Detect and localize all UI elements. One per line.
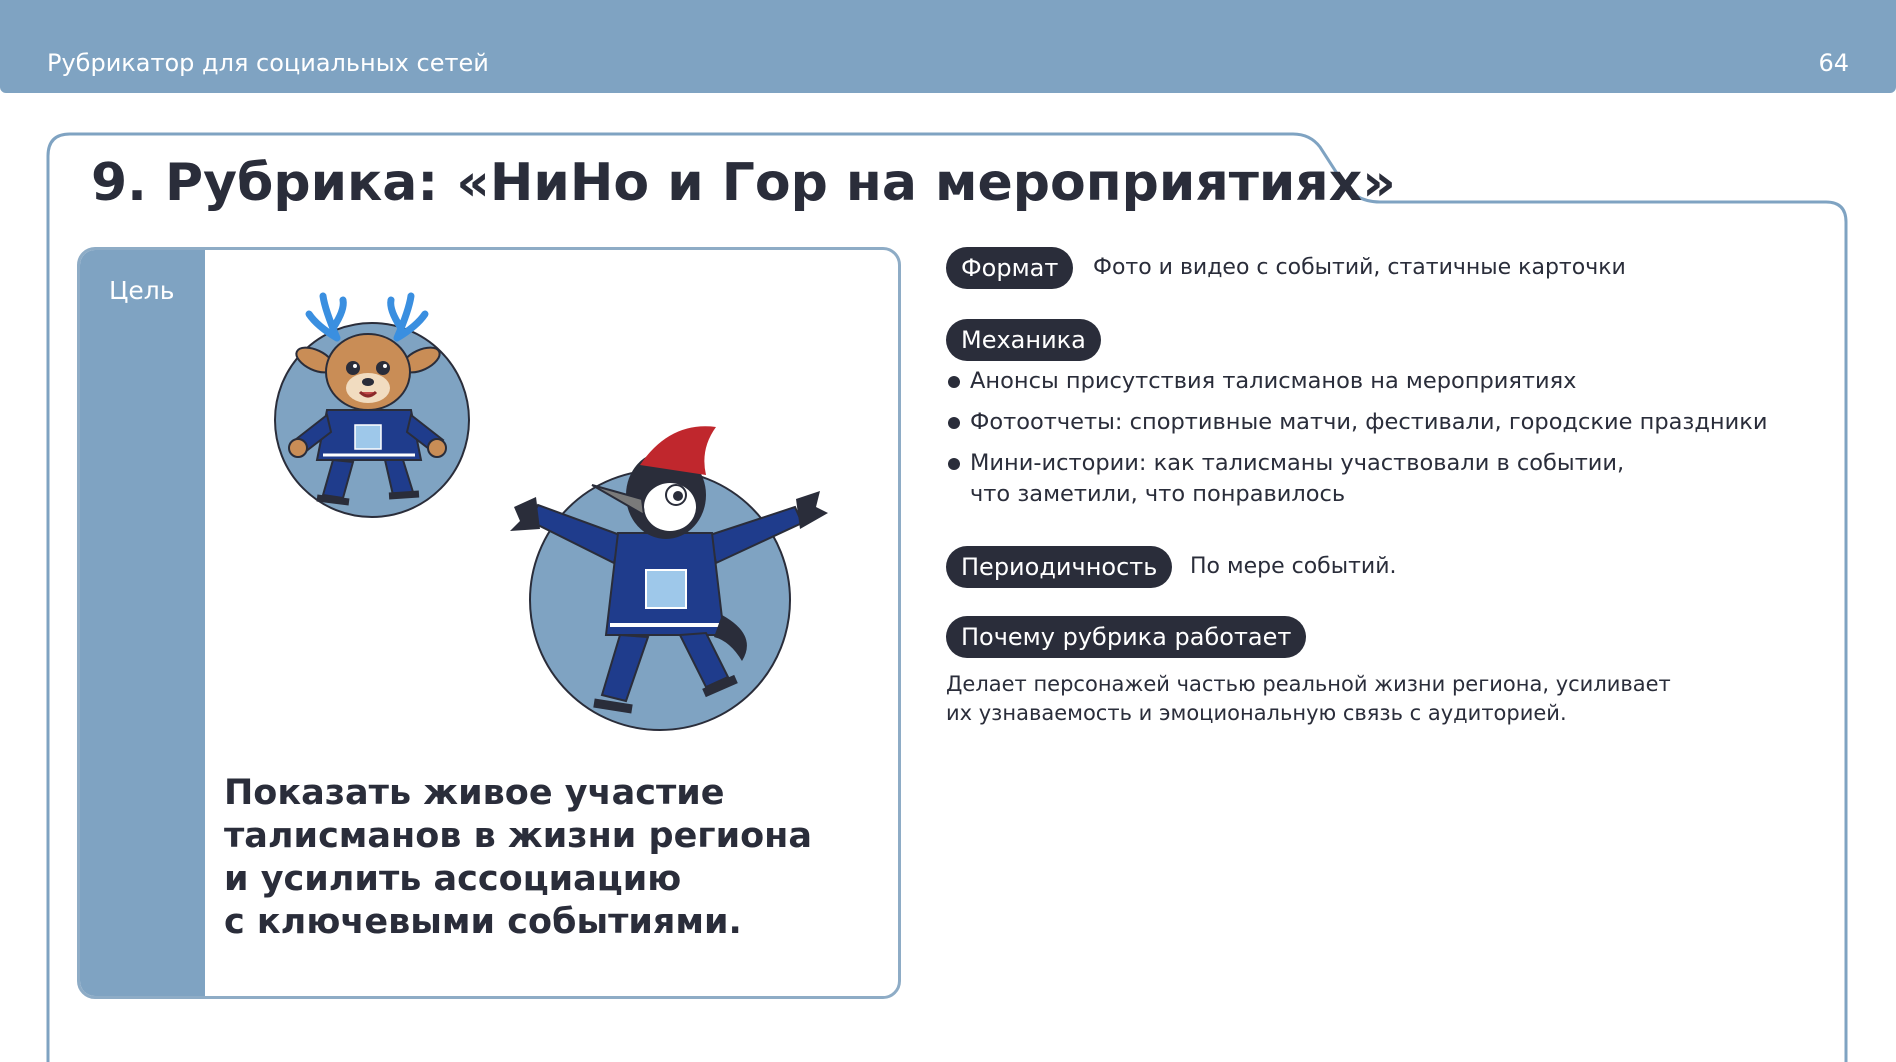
goal-sidebar [80,250,205,996]
goal-text-line: с ключевыми событиями. [224,902,742,942]
goal-text [224,772,844,944]
why-pill: Почему рубрика работает [946,616,1306,658]
goal-text-line: и усилить ассоциацию [224,859,682,899]
goal-label: Цель [109,276,175,305]
why-text [946,670,1846,728]
format-pill: Формат [946,247,1073,289]
goal-card [77,247,901,999]
why-text-line: их узнаваемость и эмоциональную связь с аудиторией. [946,701,1567,725]
periodicity-pill: Периодичность [946,546,1172,588]
mechanics-list [946,366,1767,520]
goal-text-line: Показать живое участие [224,773,725,813]
header-title: Рубрикатор для социальных сетей [47,49,489,77]
list-item: Анонсы присутствия талисманов на мероприятиях [946,366,1767,397]
list-item: Мини-истории: как талисманы участвовали в событии, что заметили, что понравилось [946,448,1767,510]
list-item: Фотоотчеты: спортивные матчи, фестивали, городские праздники [946,407,1767,438]
periodicity-text: По мере событий. [1190,554,1397,579]
mechanics-pill: Механика [946,319,1101,361]
format-text: Фото и видео с событий, статичные карточки [1093,255,1626,280]
why-text-line: Делает персонажей частью реальной жизни региона, усиливает [946,672,1671,696]
page-number: 64 [1818,49,1849,77]
top-bar [0,0,1896,93]
goal-text-line: талисманов в жизни региона [224,816,812,856]
slide-title: 9. Рубрика: «НиНо и Гор на мероприятиях» [91,153,1396,213]
woodpecker-mascot-image [510,425,850,755]
deer-mascot-image [265,290,480,520]
